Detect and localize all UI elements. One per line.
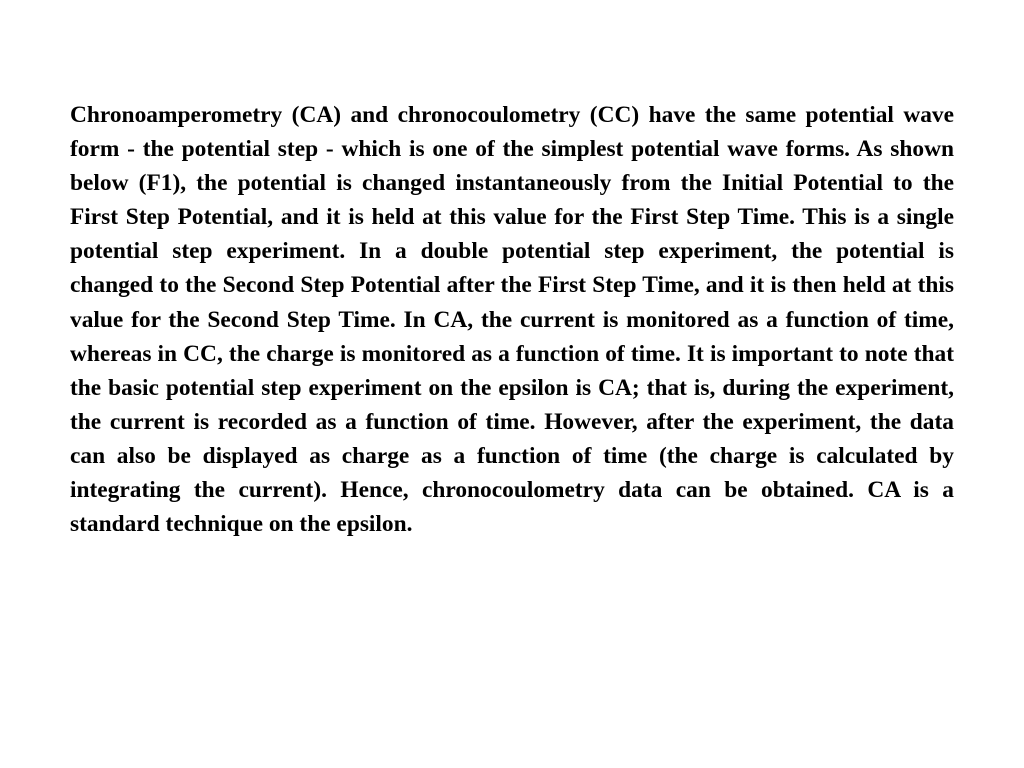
body-paragraph: Chronoamperometry (CA) and chronocoulometry (CC) have the same potential wave form - the potential step - which is one of the simplest potential wave forms. As shown below (F1), the potential is changed instantaneously from the Initial Potential to the First Step Potential, and it is held at this value for the First Step Time. This is a single potential step experiment. In a double potential step experiment, the potential is changed to the Second Step Potential after the First Step Time, and it is then held at this value for the Second Step Time. In CA, the current is monitored as a function of time, whereas in CC, the charge is monitored as a function of time. It is important to note that the basic potential step experiment on the epsilon is CA; that is, during the experiment, the current is recorded as a function of time. However, after the experiment, the data can also be displayed as charge as a function of time (the charge is calculated by integrating the current). Hence, chronocoulometry data can be obtained. CA is a standard technique on the epsilon. <box>70 102 954 538</box>
